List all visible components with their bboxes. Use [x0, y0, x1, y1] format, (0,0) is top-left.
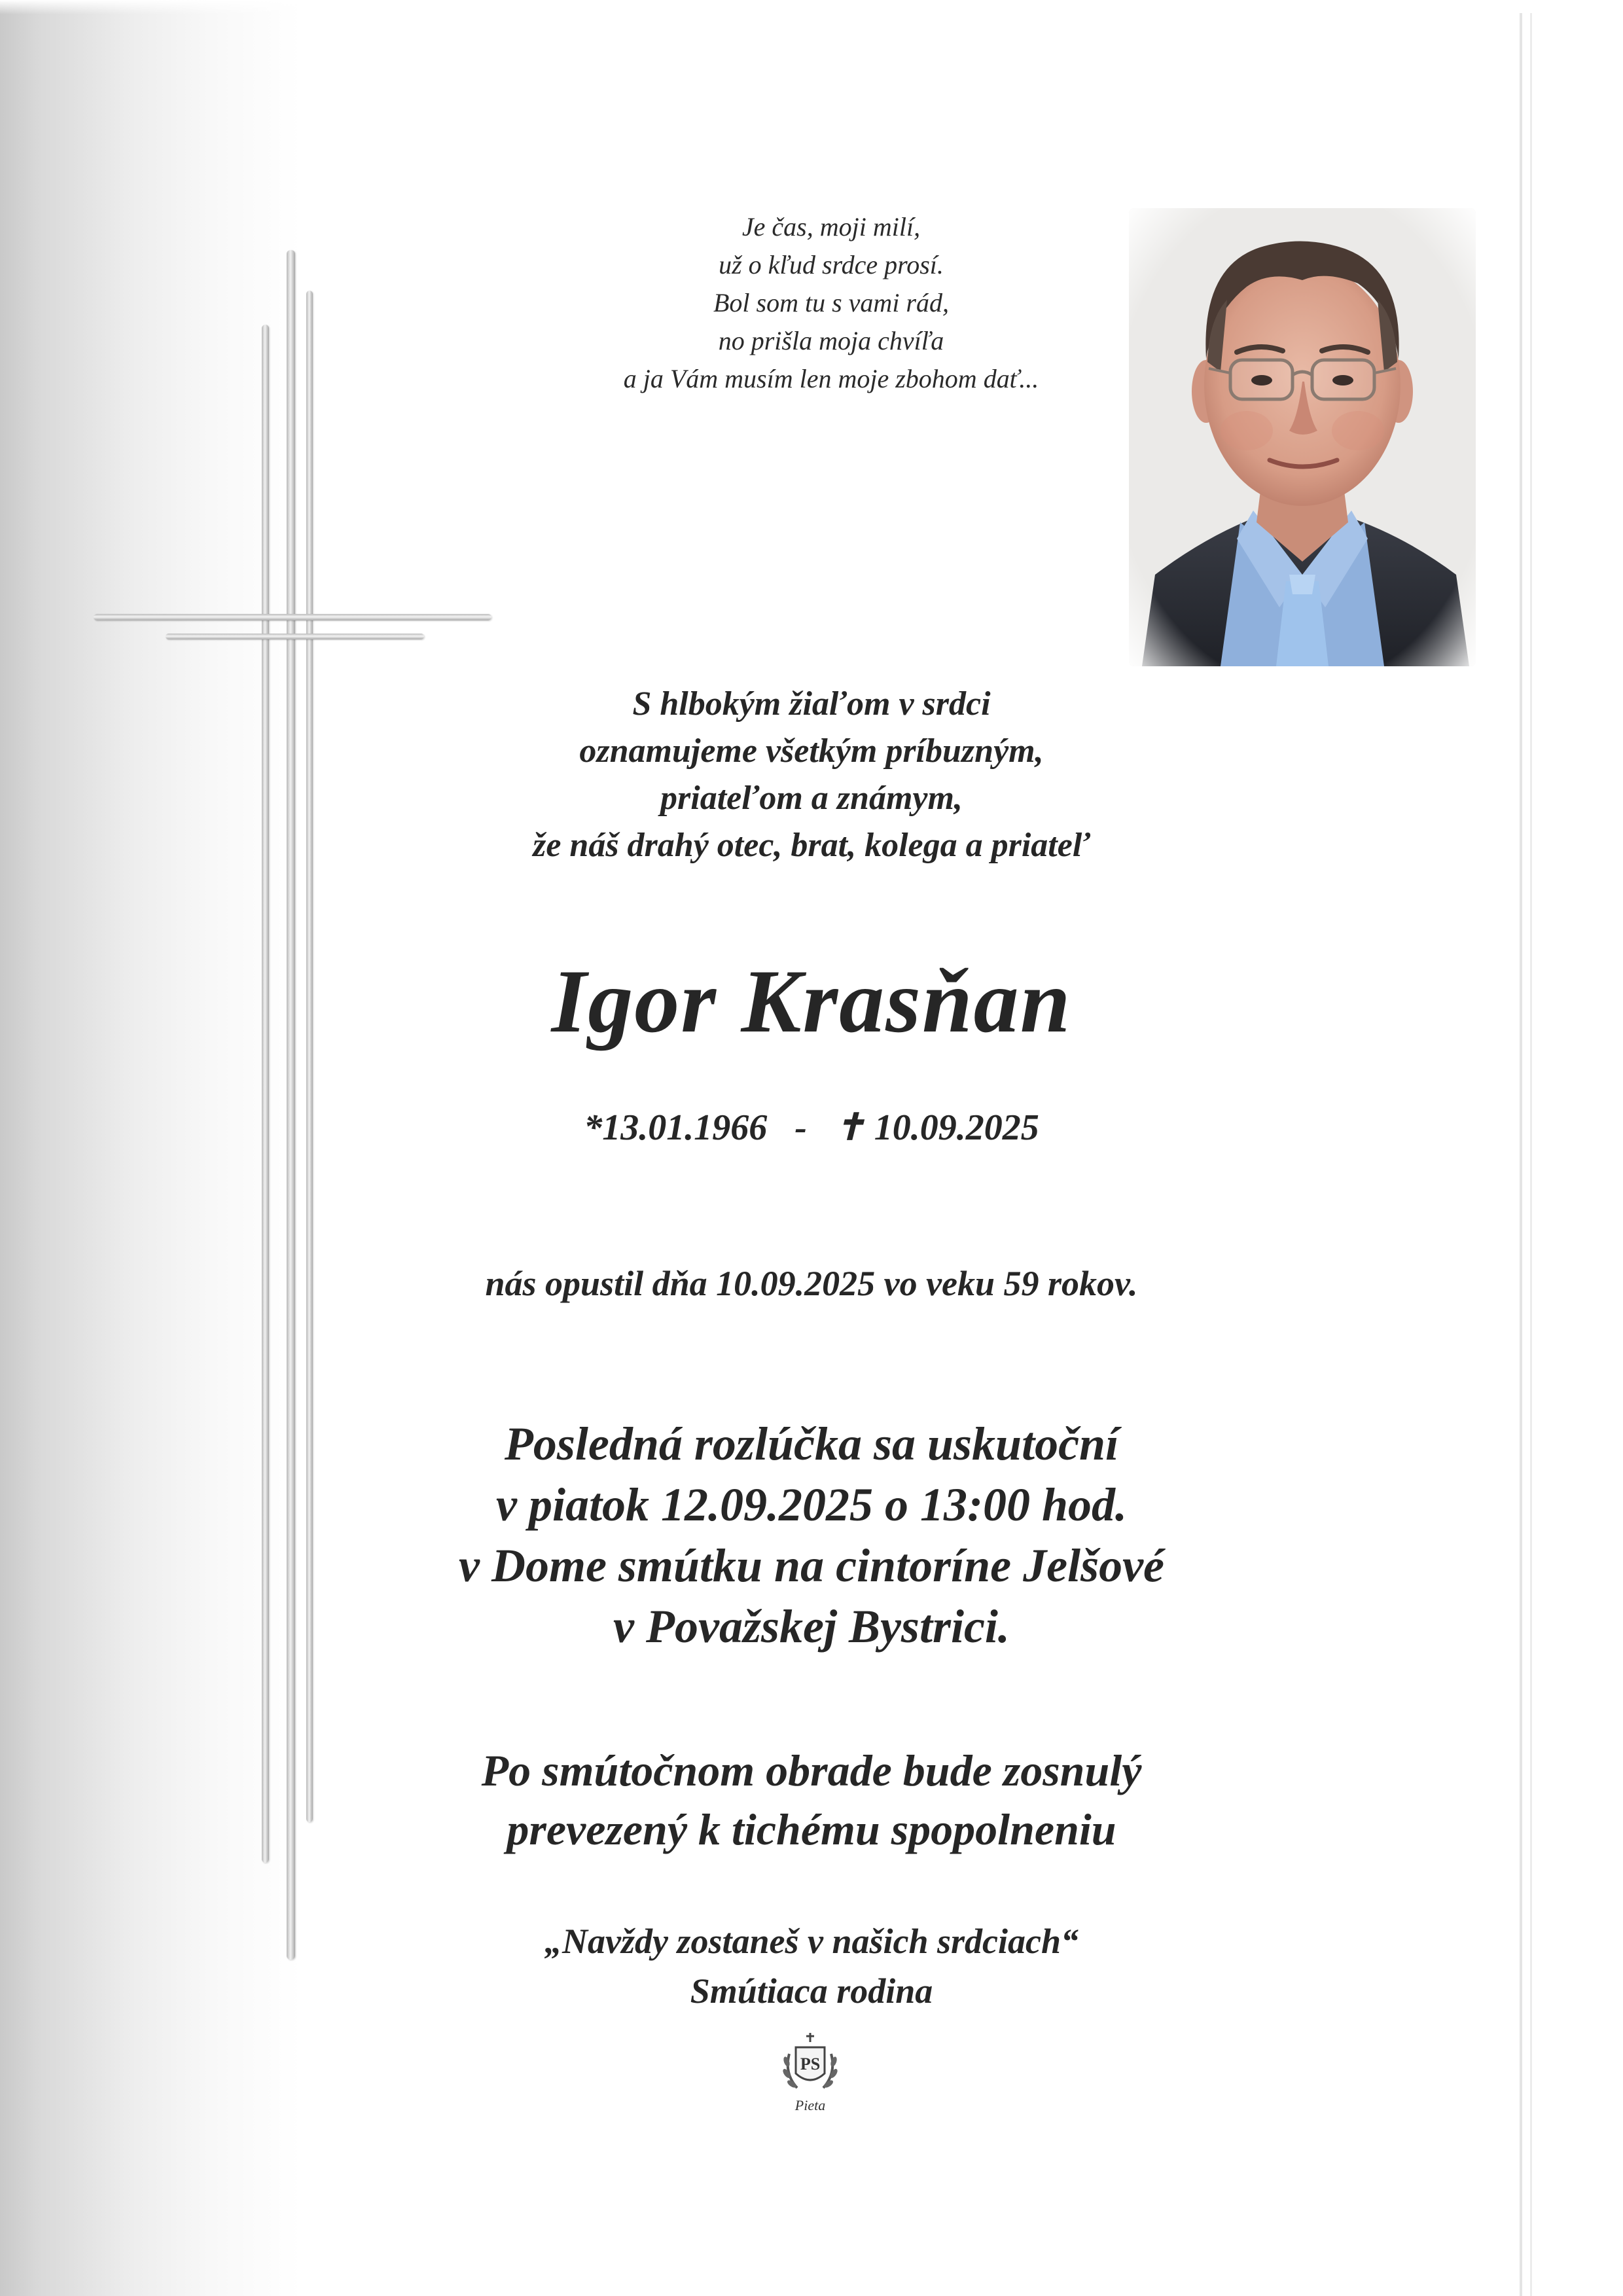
poem-line: a ja Vám musím len moje zbohom dať... [623, 364, 1039, 393]
closing-quote: „Navždy zostaneš v našich srdciach“ [544, 1922, 1079, 1961]
date-separator: - [794, 1107, 807, 1148]
death-date: 10.09.2025 [874, 1107, 1039, 1148]
poem-line: Bol som tu s vami rád, [713, 288, 949, 317]
logo-monogram: PS [800, 2054, 821, 2073]
life-dates [366, 1105, 1257, 1151]
announcement-intro [366, 681, 1257, 869]
ceremony-line: Posledná rozlúčka sa uskutoční [504, 1418, 1119, 1470]
margin-line [1520, 13, 1522, 2296]
poem [576, 208, 1086, 398]
birth-date: *13.01.1966 [584, 1107, 768, 1148]
poem-line: no prišla moja chvíľa [718, 326, 944, 355]
cremation-line: prevezený k tichému spopolneniu [507, 1804, 1116, 1854]
cross-icon: ✝ [834, 1107, 865, 1148]
cross-horizontal-bar [166, 634, 424, 639]
ceremony-info [288, 1414, 1335, 1657]
deceased-name: Igor Krasňan [551, 951, 1072, 1051]
logo-caption: Pieta [794, 2097, 826, 2113]
closing [366, 1916, 1257, 2016]
right-margin [1518, 0, 1623, 2296]
wreath-icon [771, 2028, 849, 2100]
family-signature: Smútiaca rodina [690, 1971, 933, 2011]
intro-line: oznamujeme všetkým príbuzným, [579, 732, 1044, 770]
cross-vertical-bar [287, 250, 295, 1960]
intro-line: S hlbokým žiaľom v srdci [632, 685, 991, 723]
cross-horizontal-bar [94, 614, 491, 620]
ceremony-line: v Považskej Bystrici. [613, 1600, 1010, 1653]
passed-away-text: nás opustil dňa 10.09.2025 vo veku 59 rokov. [485, 1264, 1138, 1303]
cross-vertical-bar [262, 325, 269, 1863]
ceremony-line: v piatok 12.09.2025 o 13:00 hod. [496, 1479, 1127, 1531]
poem-line: Je čas, moji milí, [741, 212, 921, 242]
portrait-photo [1129, 208, 1476, 666]
cremation-line: Po smútočnom obrade bude zosnulý [481, 1746, 1142, 1795]
portrait-illustration [1129, 208, 1476, 666]
cremation-info [288, 1741, 1335, 1859]
poem-line: už o kľud srdce prosí. [719, 250, 944, 279]
ceremony-line: v Dome smútku na cintoríne Jelšové [459, 1539, 1164, 1592]
intro-line: priateľom a známym, [660, 780, 963, 817]
intro-line: že náš drahý otec, brat, kolega a priateľ [533, 827, 1090, 864]
margin-line [1530, 13, 1532, 2296]
